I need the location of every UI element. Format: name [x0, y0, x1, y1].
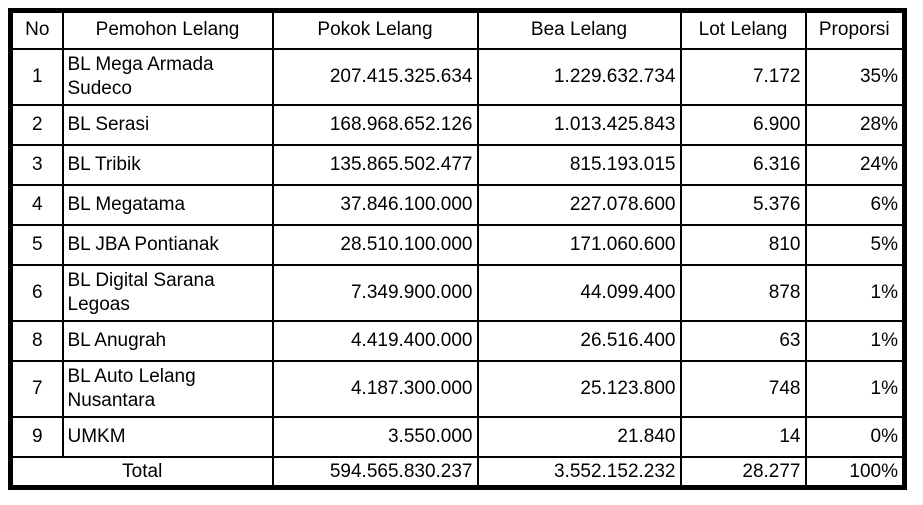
cell-lot: 748 [681, 361, 806, 417]
cell-no: 1 [11, 49, 63, 105]
cell-bea: 26.516.400 [478, 321, 681, 361]
cell-pokok: 3.550.000 [273, 417, 478, 457]
column-header-pokok: Pokok Lelang [273, 11, 478, 49]
cell-lot: 14 [681, 417, 806, 457]
cell-no: 5 [11, 225, 63, 265]
cell-pokok: 168.968.652.126 [273, 105, 478, 145]
cell-no: 4 [11, 185, 63, 225]
cell-bea: 171.060.600 [478, 225, 681, 265]
cell-bea: 44.099.400 [478, 265, 681, 321]
cell-no: 3 [11, 145, 63, 185]
cell-lot: 6.900 [681, 105, 806, 145]
cell-lot: 6.316 [681, 145, 806, 185]
cell-pemohon: BL Mega Armada Sudeco [63, 49, 273, 105]
cell-proporsi: 24% [806, 145, 905, 185]
cell-no: 8 [11, 321, 63, 361]
cell-pemohon: BL Tribik [63, 145, 273, 185]
table-row [11, 185, 905, 225]
column-header-lot: Lot Lelang [681, 11, 806, 49]
total-row [11, 457, 905, 488]
table-row [11, 145, 905, 185]
total-pokok: 594.565.830.237 [273, 457, 478, 488]
cell-proporsi: 0% [806, 417, 905, 457]
cell-no: 7 [11, 361, 63, 417]
cell-lot: 5.376 [681, 185, 806, 225]
cell-lot: 810 [681, 225, 806, 265]
total-lot: 28.277 [681, 457, 806, 488]
cell-bea: 25.123.800 [478, 361, 681, 417]
cell-bea: 21.840 [478, 417, 681, 457]
cell-pemohon: UMKM [63, 417, 273, 457]
cell-pemohon: BL Auto Lelang Nusantara [63, 361, 273, 417]
table-row [11, 417, 905, 457]
cell-pokok: 207.415.325.634 [273, 49, 478, 105]
cell-proporsi: 35% [806, 49, 905, 105]
cell-bea: 815.193.015 [478, 145, 681, 185]
cell-pemohon: BL Digital Sarana Legoas [63, 265, 273, 321]
cell-lot: 7.172 [681, 49, 806, 105]
column-header-bea: Bea Lelang [478, 11, 681, 49]
table-row [11, 265, 905, 321]
cell-proporsi: 28% [806, 105, 905, 145]
cell-no: 9 [11, 417, 63, 457]
total-proporsi: 100% [806, 457, 905, 488]
table-row [11, 321, 905, 361]
cell-pemohon: BL Serasi [63, 105, 273, 145]
cell-proporsi: 5% [806, 225, 905, 265]
cell-lot: 878 [681, 265, 806, 321]
table-row [11, 49, 905, 105]
cell-pokok: 4.419.400.000 [273, 321, 478, 361]
cell-proporsi: 1% [806, 321, 905, 361]
cell-pemohon: BL Megatama [63, 185, 273, 225]
lelang-table [8, 8, 907, 490]
column-header-pemohon: Pemohon Lelang [63, 11, 273, 49]
cell-bea: 1.229.632.734 [478, 49, 681, 105]
total-bea: 3.552.152.232 [478, 457, 681, 488]
cell-pokok: 28.510.100.000 [273, 225, 478, 265]
cell-proporsi: 1% [806, 361, 905, 417]
cell-no: 6 [11, 265, 63, 321]
cell-pokok: 37.846.100.000 [273, 185, 478, 225]
cell-pokok: 7.349.900.000 [273, 265, 478, 321]
column-header-proporsi: Proporsi [806, 11, 905, 49]
table-row [11, 225, 905, 265]
column-header-no: No [11, 11, 63, 49]
cell-no: 2 [11, 105, 63, 145]
table-row [11, 361, 905, 417]
cell-pemohon: BL JBA Pontianak [63, 225, 273, 265]
cell-pokok: 135.865.502.477 [273, 145, 478, 185]
table-row [11, 105, 905, 145]
cell-bea: 1.013.425.843 [478, 105, 681, 145]
total-label: Total [11, 457, 273, 488]
header-row [11, 11, 905, 49]
cell-proporsi: 1% [806, 265, 905, 321]
cell-pokok: 4.187.300.000 [273, 361, 478, 417]
cell-bea: 227.078.600 [478, 185, 681, 225]
cell-lot: 63 [681, 321, 806, 361]
cell-proporsi: 6% [806, 185, 905, 225]
cell-pemohon: BL Anugrah [63, 321, 273, 361]
